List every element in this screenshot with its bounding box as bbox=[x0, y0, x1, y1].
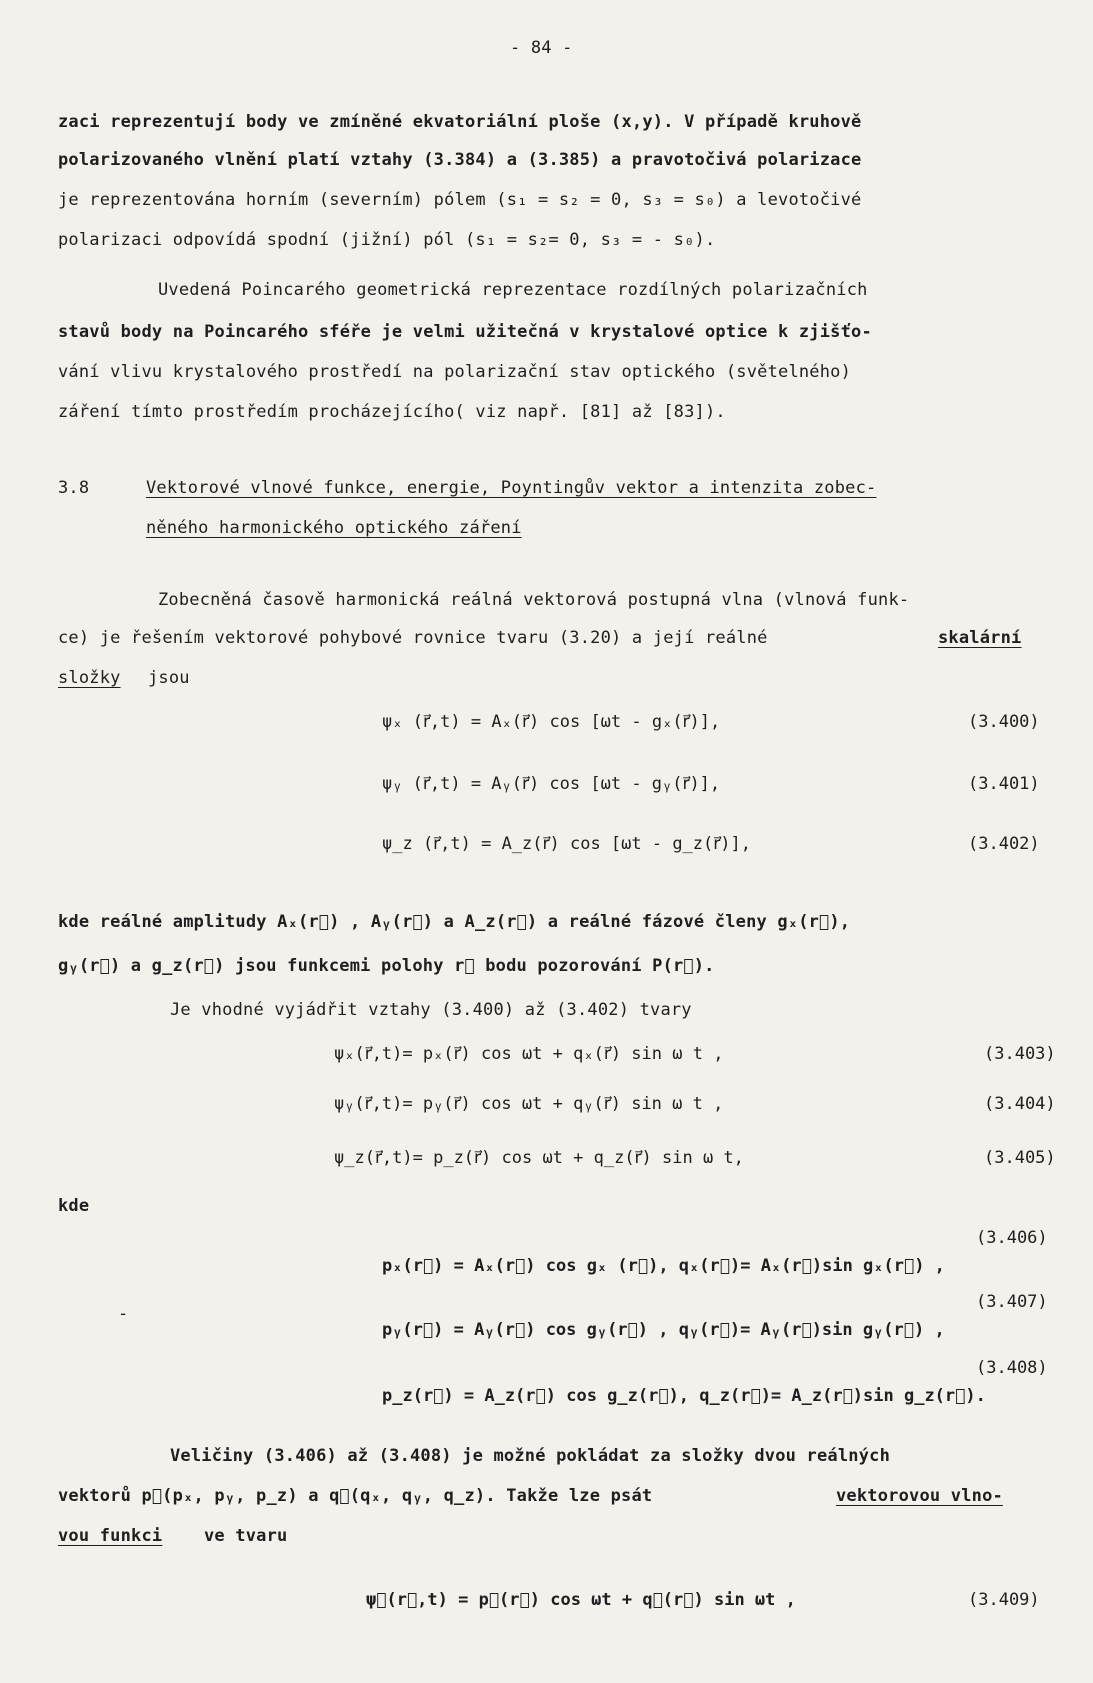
section-title-cont: něného harmonického optického záření bbox=[146, 518, 522, 538]
page-number: - 84 - bbox=[510, 38, 573, 58]
text-line: polarizaci odpovídá spodní (jižní) pól (s₁ = s₂= 0, s₃ = - s₀). bbox=[58, 230, 716, 250]
equation: ψₓ (r⃗,t) = Aₓ(r⃗) cos [ωt - gₓ(r⃗)], bbox=[382, 712, 721, 732]
equation-number: (3.408) bbox=[976, 1358, 1048, 1378]
text-line: ve tvaru bbox=[204, 1526, 288, 1546]
underlined-term: vektorovou vlno- bbox=[836, 1486, 1003, 1506]
text-line: gᵧ(r⃗) a g_z(r⃗) jsou funkcemi polohy r⃗ bodu pozorování P(r⃗). bbox=[58, 956, 715, 976]
equation-number: (3.407) bbox=[976, 1292, 1048, 1312]
underlined-term: vou funkci bbox=[58, 1526, 163, 1546]
equation: ψ_z(r⃗,t)= p_z(r⃗) cos ωt + q_z(r⃗) sin ω t, bbox=[334, 1148, 744, 1168]
equation-number: (3.403) bbox=[984, 1044, 1056, 1064]
section-title: Vektorové vlnové funkce, energie, Poyntingův vektor a intenzita zobec- bbox=[146, 478, 877, 498]
equation: ψᵧ (r⃗,t) = Aᵧ(r⃗) cos [ωt - gᵧ(r⃗)], bbox=[382, 774, 721, 794]
text-line: polarizovaného vlnění platí vztahy (3.384) a (3.385) a pravotočivá polarizace bbox=[58, 150, 862, 170]
text-line: Uvedená Poincarého geometrická reprezentace rozdílných polarizačních bbox=[158, 280, 868, 300]
equation: p_z(r⃗) = A_z(r⃗) cos g_z(r⃗), q_z(r⃗)= A_z(r⃗)sin g_z(r⃗). bbox=[382, 1386, 986, 1406]
text-line: stavů body na Poincarého sféře je velmi užitečná v krystalové optice k zjišťo- bbox=[58, 322, 872, 342]
equation-number: (3.401) bbox=[968, 774, 1040, 794]
equation: ψᵧ(r⃗,t)= pᵧ(r⃗) cos ωt + qᵧ(r⃗) sin ω t , bbox=[334, 1094, 724, 1114]
text-line: Veličiny (3.406) až (3.408) je možné pokládat za složky dvou reálných bbox=[170, 1446, 891, 1466]
text-line: Je vhodné vyjádřit vztahy (3.400) až (3.402) tvary bbox=[170, 1000, 692, 1020]
section-number: 3.8 bbox=[58, 478, 90, 498]
equation: pₓ(r⃗) = Aₓ(r⃗) cos gₓ (r⃗), qₓ(r⃗)= Aₓ(r⃗)sin gₓ(r⃗) , bbox=[382, 1256, 945, 1276]
underlined-term: skalární bbox=[938, 628, 1022, 648]
text-line: záření tímto prostředím procházejícího( viz např. [81] až [83]). bbox=[58, 402, 726, 422]
text-line: je reprezentována horním (severním) pólem (s₁ = s₂ = 0, s₃ = s₀) a levotočivé bbox=[58, 190, 862, 210]
equation-number: (3.405) bbox=[984, 1148, 1056, 1168]
text-line: Zobecněná časově harmonická reálná vektorová postupná vlna (vlnová funk- bbox=[158, 590, 910, 610]
equation: ψₓ(r⃗,t)= pₓ(r⃗) cos ωt + qₓ(r⃗) sin ω t , bbox=[334, 1044, 724, 1064]
equation-number: (3.409) bbox=[968, 1590, 1040, 1610]
text-line: zaci reprezentují body ve zmíněné ekvatoriální ploše (x,y). V případě kruhově bbox=[58, 112, 862, 132]
equation-number: (3.404) bbox=[984, 1094, 1056, 1114]
equation-number: (3.406) bbox=[976, 1228, 1048, 1248]
equation-number: (3.402) bbox=[968, 834, 1040, 854]
text-line: ce) je řešením vektorové pohybové rovnice tvaru (3.20) a její reálné bbox=[58, 628, 768, 648]
equation-number: (3.400) bbox=[968, 712, 1040, 732]
text-line: vání vlivu krystalového prostředí na polarizační stav optického (světelného) bbox=[58, 362, 852, 382]
underlined-term: složky bbox=[58, 668, 121, 688]
equation: ψ_z (r⃗,t) = A_z(r⃗) cos [ωt - g_z(r⃗)], bbox=[382, 834, 751, 854]
text-line: kde reálné amplitudy Aₓ(r⃗) , Aᵧ(r⃗) a A_z(r⃗) a reálné fázové členy gₓ(r⃗), bbox=[58, 912, 851, 932]
text-line: kde bbox=[58, 1196, 90, 1216]
equation: ψ⃗(r⃗,t) = p⃗(r⃗) cos ωt + q⃗(r⃗) sin ωt , bbox=[366, 1590, 796, 1610]
text-line: jsou bbox=[148, 668, 190, 688]
margin-mark: - bbox=[118, 1304, 129, 1324]
equation: pᵧ(r⃗) = Aᵧ(r⃗) cos gᵧ(r⃗) , qᵧ(r⃗)= Aᵧ(r⃗)sin gᵧ(r⃗) , bbox=[382, 1320, 945, 1340]
text-line: vektorů p⃗(pₓ, pᵧ, p_z) a q⃗(qₓ, qᵧ, q_z). Takže lze psát bbox=[58, 1486, 653, 1506]
